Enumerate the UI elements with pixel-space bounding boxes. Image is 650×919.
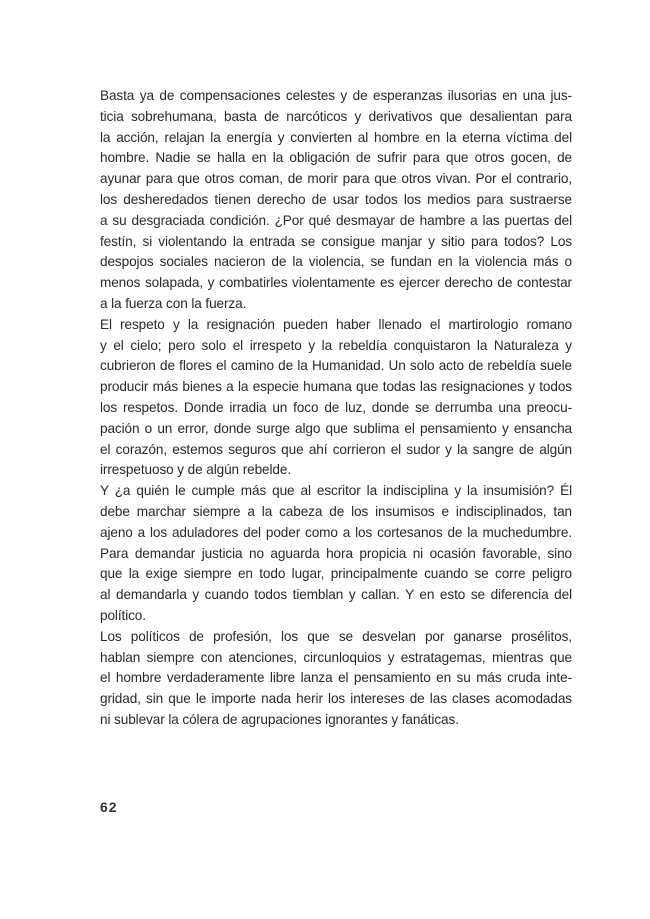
text-line: a su desgraciada condición. ¿Por qué desmayar de hambre a las puertas del [100, 212, 572, 228]
text-line: menos solapada, y combatirles violentamente es ejercer derecho de contestar [100, 275, 572, 291]
text-line: los respetos. Donde irradia un foco de luz, donde se derrumba una preocu- [100, 399, 572, 415]
text-line: despojos sociales nacieron de la violencia, se fundan en la violencia más o [100, 254, 572, 270]
text-line: producir más bienes a la especie humana que todas las resignaciones y todos [100, 379, 572, 395]
text-line: irrespetuoso y de algún rebelde. [100, 462, 292, 478]
text-line: Para demandar justicia no aguarda hora propicia ni ocasión favorable, sino [100, 545, 572, 561]
text-line: los desheredados tienen derecho de usar todos los medios para sustraerse [100, 191, 572, 207]
text-line: pación o un error, donde surge algo que sublima el pensamiento y ensancha [100, 420, 572, 436]
page-number: 62 [100, 799, 118, 815]
text-line: la acción, relajan la energía y convierten al hombre en la eterna víctima del [100, 129, 572, 145]
text-line: ajeno a los aduladores del poder como a los cortesanos de la muchedumbre. [100, 524, 572, 540]
text-line: el hombre verdaderamente libre lanza el pensamiento en su más cruda inte- [100, 670, 572, 686]
text-line: hombre. Nadie se halla en la obligación de sufrir para que otros gocen, de [100, 150, 572, 166]
text-line: cubrieron de flores el camino de la Humanidad. Un solo acto de rebeldía suele [100, 358, 572, 374]
text-line: hablan siempre con atenciones, circunloquios y estratagemas, mientras que [100, 649, 572, 665]
text-line: y el cielo; pero solo el irrespeto y la rebeldía conquistaron la Naturaleza y [100, 337, 572, 353]
body-text [100, 86, 572, 731]
text-line: Los políticos de profesión, los que se desvelan por ganarse prosélitos, [100, 628, 572, 644]
text-line: Y ¿a quién le cumple más que al escritor la indisciplina y la insumisión? Él [100, 483, 572, 499]
text-line: al demandarla y cuando todos tiemblan y callan. Y en esto se diferencia del [100, 587, 572, 603]
text-line: el corazón, estemos seguros que ahí corrieron el sudor y la sangre de algún [100, 441, 572, 457]
text-line: ticia sobrehumana, basta de narcóticos y derivativos que desalientan para [100, 108, 572, 124]
text-line: Basta ya de compensaciones celestes y de esperanzas ilusorias en una jus- [100, 88, 572, 103]
text-line: debe marchar siempre a la cabeza de los insumisos e indisciplinados, tan [100, 503, 572, 519]
text-line: gridad, sin que le importe nada herir los intereses de las clases acomodadas [100, 691, 572, 707]
text-line: a la fuerza con la fuerza. [100, 295, 247, 311]
text-line: que la exige siempre en todo lugar, principalmente cuando se corre peligro [100, 566, 572, 582]
text-line: ni sublevar la cólera de agrupaciones ignorantes y fanáticas. [100, 711, 459, 727]
text-line: político. [100, 607, 146, 623]
text-line: El respeto y la resignación pueden haber llenado el martirologio romano [100, 316, 572, 332]
text-line: festín, si violentando la entrada se consigue manjar y sitio para todos? Los [100, 233, 572, 249]
text-line: ayunar para que otros coman, de morir para que otros vivan. Por el contrario, [100, 171, 572, 187]
